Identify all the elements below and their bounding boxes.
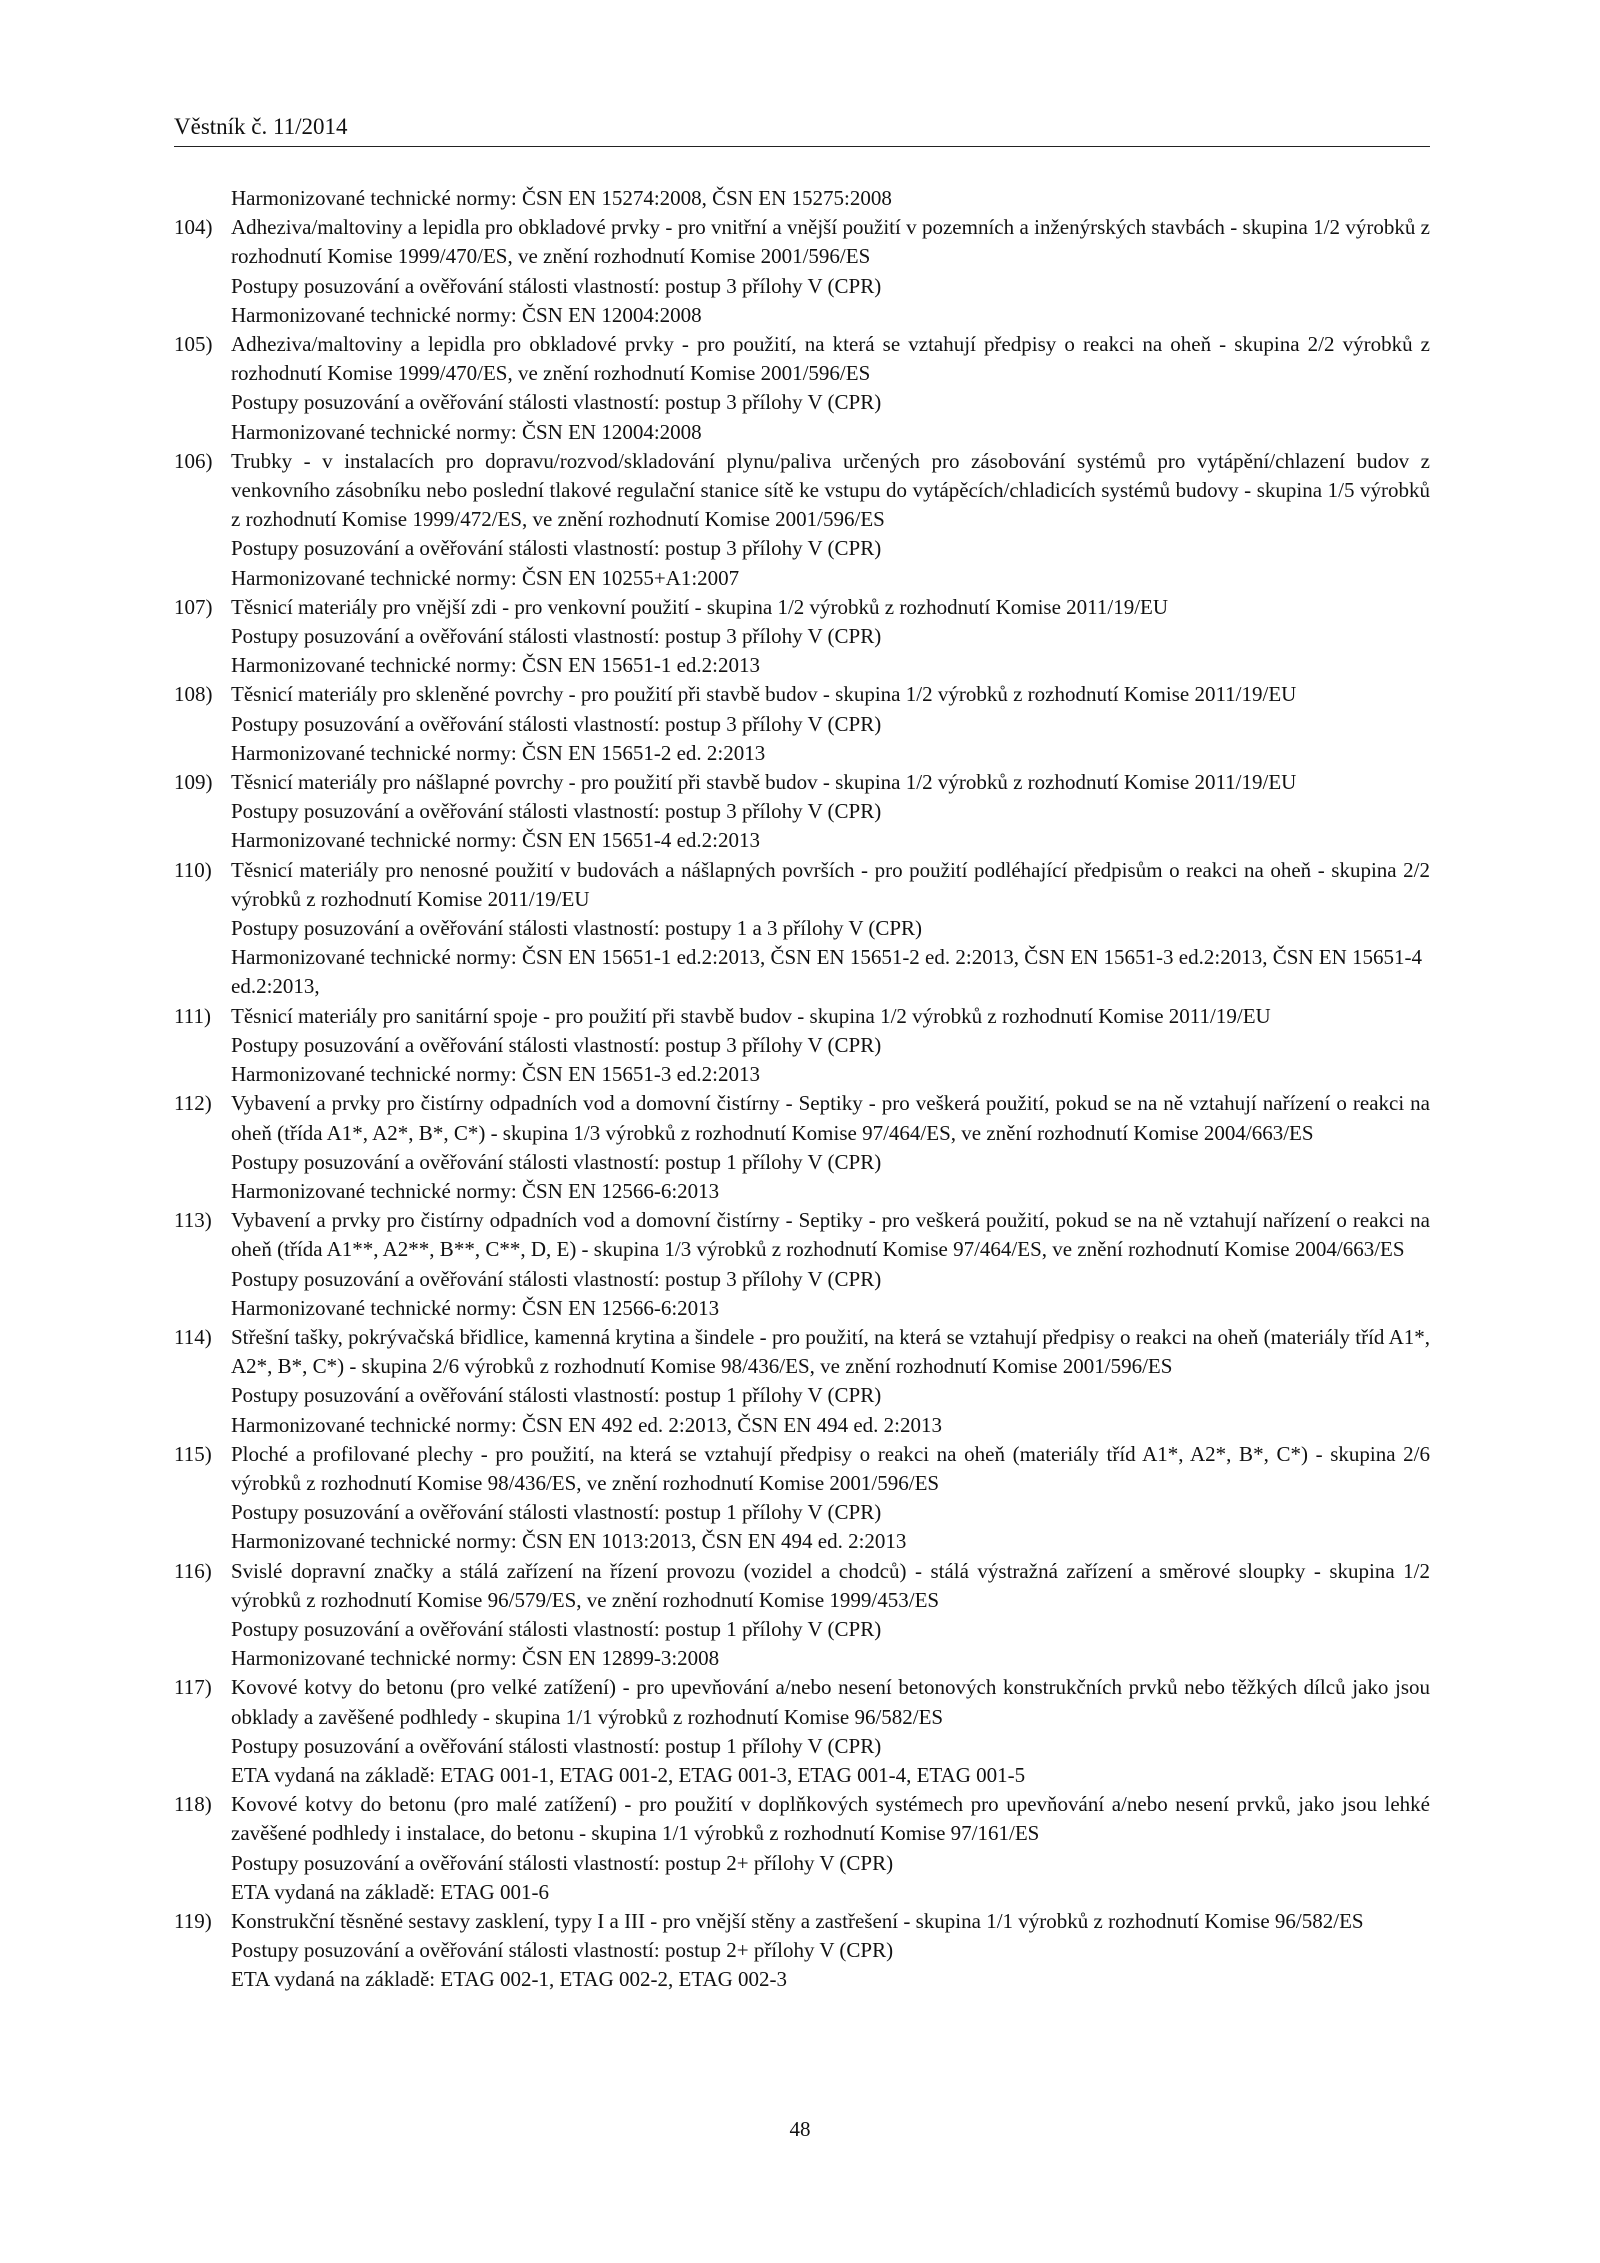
item-detail-line: ETA vydaná na základě: ETAG 001-6 [231, 1879, 549, 1904]
product-list [174, 184, 1430, 1995]
list-item [174, 330, 1430, 447]
item-number: 110) [174, 857, 212, 882]
item-detail-line: ETA vydaná na základě: ETAG 001-1, ETAG 001-2, ETAG 001-3, ETAG 001-4, ETAG 001-5 [231, 1762, 1026, 1787]
list-item [174, 680, 1430, 768]
item-number: 107) [174, 594, 213, 619]
item-title: Kovové kotvy do betonu (pro malé zatížení) - pro použití v doplňkových systémech pro upevňování a/nebo nesení prvků, jako jsou lehké zavěšené podhledy i instalace, do betonu - skupina 1/1 výrobků z rozhodnutí Komise 97/161/ES [231, 1792, 1430, 1846]
item-detail-line: Postupy posuzování a ověřování stálosti vlastností: postup 1 přílohy V (CPR) [231, 1616, 882, 1641]
item-number: 109) [174, 770, 213, 795]
item-detail-line: ETA vydaná na základě: ETAG 002-1, ETAG 002-2, ETAG 002-3 [231, 1967, 788, 1992]
item-number: 115) [174, 1441, 212, 1466]
item-detail-line: Harmonizované technické normy: ČSN EN 12004:2008 [231, 419, 702, 444]
item-detail-line: Postupy posuzování a ověřování stálosti vlastností: postup 2+ přílohy V (CPR) [231, 1850, 894, 1875]
item-detail-line: Harmonizované technické normy: ČSN EN 12566-6:2013 [231, 1178, 720, 1203]
list-item [174, 447, 1430, 593]
item-title: Trubky - v instalacích pro dopravu/rozvod/skladování plynu/paliva určených pro zásobování systémů pro vytápění/chlazení budov z venkovního zásobníku nebo poslední tlakové regulační stanice sítě ke vstupu do vytápěcích/chladicích systémů budovy - skupina 1/5 výrobků z rozhodnutí Komise 1999/472/ES, ve znění rozhodnutí Komise 2001/596/ES [231, 448, 1430, 532]
item-number: 108) [174, 682, 213, 707]
list-item [174, 1002, 1430, 1090]
item-title: Ploché a profilované plechy - pro použití, na která se vztahují předpisy o reakci na oheň (materiály tříd A1*, A2*, B*, C*) - skupina 2/6 výrobků z rozhodnutí Komise 98/436/ES, ve znění rozhodnutí Komise 2001/596/ES [231, 1441, 1430, 1495]
item-detail-line: Harmonizované technické normy: ČSN EN 15651-2 ed. 2:2013 [231, 740, 766, 765]
item-detail-line: Harmonizované technické normy: ČSN EN 12566-6:2013 [231, 1295, 720, 1320]
item-title: Adheziva/maltoviny a lepidla pro obkladové prvky - pro použití, na která se vztahují předpisy o reakci na oheň - skupina 2/2 výrobků z rozhodnutí Komise 1999/470/ES, ve znění rozhodnutí Komise 2001/596/ES [231, 332, 1430, 386]
item-detail-line: Harmonizované technické normy: ČSN EN 15651-1 ed.2:2013, ČSN EN 15651-2 ed. 2:2013, ČSN EN 15651-3 ed.2:2013, ČSN EN 15651-4 ed.2:2013, [231, 945, 1423, 999]
item-title: Kovové kotvy do betonu (pro velké zatížení) - pro upevňování a/nebo nesení betonových konstrukčních prvků nebo těžkých dílců jako jsou obklady a zavěšené podhledy - skupina 1/1 výrobků z rozhodnutí Komise 96/582/ES [231, 1675, 1430, 1729]
item-detail-line: Postupy posuzování a ověřování stálosti vlastností: postup 3 přílohy V (CPR) [231, 799, 882, 824]
item-detail-line: Harmonizované technické normy: ČSN EN 15651-3 ed.2:2013 [231, 1062, 760, 1087]
item-detail-line: Postupy posuzování a ověřování stálosti vlastností: postup 3 přílohy V (CPR) [231, 536, 882, 561]
item-detail-line: Postupy posuzování a ověřování stálosti vlastností: postup 2+ přílohy V (CPR) [231, 1938, 894, 1963]
list-item [174, 1323, 1430, 1440]
item-detail-line: Postupy posuzování a ověřování stálosti vlastností: postupy 1 a 3 přílohy V (CPR) [231, 916, 923, 941]
item-title: Vybavení a prvky pro čistírny odpadních vod a domovní čistírny - Septiky - pro veškerá použití, pokud se na ně vztahují nařízení o reakci na oheň (třída A1**, A2**, B**, C**, D, E) - skupina 1/3 výrobků z rozhodnutí Komise 97/464/ES, ve znění rozhodnutí Komise 2004/663/ES [231, 1208, 1430, 1262]
item-detail-line: Postupy posuzování a ověřování stálosti vlastností: postup 3 přílohy V (CPR) [231, 711, 882, 736]
header-divider [174, 146, 1430, 147]
list-item [174, 1206, 1430, 1323]
item-title: Těsnicí materiály pro nenosné použití v budovách a nášlapných površích - pro použití podléhající předpisům o reakci na oheň - skupina 2/2 výrobků z rozhodnutí Komise 2011/19/EU [231, 857, 1430, 911]
item-title: Konstrukční těsněné sestavy zasklení, typy I a III - pro vnější stěny a zastřešení - skupina 1/1 výrobků z rozhodnutí Komise 96/582/ES [231, 1908, 1364, 1933]
item-detail-line: Postupy posuzování a ověřování stálosti vlastností: postup 1 přílohy V (CPR) [231, 1500, 882, 1525]
list-item [174, 1673, 1430, 1790]
item-title: Svislé dopravní značky a stálá zařízení na řízení provozu (vozidel a chodců) - stálá výstražná zařízení a směrové sloupky - skupina 1/2 výrobků z rozhodnutí Komise 96/579/ES, ve znění rozhodnutí Komise 1999/453/ES [231, 1558, 1430, 1612]
item-detail-line: Postupy posuzování a ověřování stálosti vlastností: postup 3 přílohy V (CPR) [231, 1266, 882, 1291]
list-item [174, 1557, 1430, 1674]
item-number: 105) [174, 332, 213, 357]
item-detail-line: Harmonizované technické normy: ČSN EN 15651-4 ed.2:2013 [231, 828, 760, 853]
item-number: 118) [174, 1792, 212, 1817]
list-item [174, 856, 1430, 1002]
item-number: 106) [174, 448, 213, 473]
list-item [174, 1907, 1430, 1995]
journal-header-title: Věstník č. 11/2014 [174, 114, 348, 139]
item-number: 112) [174, 1091, 212, 1116]
product-items [174, 213, 1430, 1994]
item-title: Adheziva/maltoviny a lepidla pro obkladové prvky - pro vnitřní a vnější použití v pozemních a inženýrských stavbách - skupina 1/2 výrobků z rozhodnutí Komise 1999/470/ES, ve znění rozhodnutí Komise 2001/596/ES [231, 215, 1430, 269]
list-item [174, 768, 1430, 856]
item-title: Těsnicí materiály pro vnější zdi - pro venkovní použití - skupina 1/2 výrobků z rozhodnutí Komise 2011/19/EU [231, 594, 1169, 619]
item-number: 117) [174, 1675, 212, 1700]
item-detail-line: Harmonizované technické normy: ČSN EN 12899-3:2008 [231, 1646, 720, 1671]
item-number: 114) [174, 1324, 212, 1349]
page-number: 48 [789, 2117, 811, 2141]
item-title: Střešní tašky, pokrývačská břidlice, kamenná krytina a šindele - pro použití, na která se vztahují předpisy o reakci na oheň (materiály tříd A1*, A2*, B*, C*) - skupina 2/6 výrobků z rozhodnutí Komise 98/436/ES, ve znění rozhodnutí Komise 2001/596/ES [231, 1324, 1430, 1379]
item-title: Těsnicí materiály pro sanitární spoje - pro použití při stavbě budov - skupina 1/2 výrobků z rozhodnutí Komise 2011/19/EU [231, 1003, 1271, 1028]
item-number: 104) [174, 215, 213, 240]
item-number: 113) [174, 1208, 212, 1233]
item-detail-line: Harmonizované technické normy: ČSN EN 1013:2013, ČSN EN 494 ed. 2:2013 [231, 1529, 907, 1554]
list-item [174, 1089, 1430, 1206]
item-number: 111) [174, 1003, 211, 1028]
list-item [174, 1440, 1430, 1557]
item-title: Těsnicí materiály pro nášlapné povrchy - pro použití při stavbě budov - skupina 1/2 výrobků z rozhodnutí Komise 2011/19/EU [231, 770, 1297, 795]
item-detail-line: Harmonizované technické normy: ČSN EN 10255+A1:2007 [231, 565, 740, 590]
item-detail-line: Postupy posuzování a ověřování stálosti vlastností: postup 3 přílohy V (CPR) [231, 624, 882, 649]
continuation-line: Harmonizované technické normy: ČSN EN 15274:2008, ČSN EN 15275:2008 [231, 186, 892, 210]
item-detail-line: Postupy posuzování a ověřování stálosti vlastností: postup 3 přílohy V (CPR) [231, 273, 882, 298]
item-title: Těsnicí materiály pro skleněné povrchy - pro použití při stavbě budov - skupina 1/2 výrobků z rozhodnutí Komise 2011/19/EU [231, 682, 1297, 707]
list-item [174, 1790, 1430, 1907]
item-detail-line: Postupy posuzování a ověřování stálosti vlastností: postup 1 přílohy V (CPR) [231, 1733, 882, 1758]
item-detail-line: Harmonizované technické normy: ČSN EN 12004:2008 [231, 302, 702, 327]
item-detail-line: Harmonizované technické normy: ČSN EN 15651-1 ed.2:2013 [231, 653, 760, 678]
item-detail-line: Postupy posuzování a ověřování stálosti vlastností: postup 3 přílohy V (CPR) [231, 390, 882, 415]
item-title: Vybavení a prvky pro čistírny odpadních vod a domovní čistírny - Septiky - pro veškerá použití, pokud se na ně vztahují nařízení o reakci na oheň (třída A1*, A2*, B*, C*) - skupina 1/3 výrobků z rozhodnutí Komise 97/464/ES, ve znění rozhodnutí Komise 2004/663/ES [231, 1091, 1430, 1145]
list-item [174, 213, 1430, 330]
item-detail-line: Postupy posuzování a ověřování stálosti vlastností: postup 1 přílohy V (CPR) [231, 1149, 882, 1174]
item-detail-line: Harmonizované technické normy: ČSN EN 492 ed. 2:2013, ČSN EN 494 ed. 2:2013 [231, 1412, 942, 1437]
item-number: 119) [174, 1908, 212, 1933]
item-detail-line: Postupy posuzování a ověřování stálosti vlastností: postup 1 přílohy V (CPR) [231, 1383, 882, 1408]
list-item [174, 593, 1430, 681]
item-detail-line: Postupy posuzování a ověřování stálosti vlastností: postup 3 přílohy V (CPR) [231, 1032, 882, 1057]
item-number: 116) [174, 1558, 212, 1583]
